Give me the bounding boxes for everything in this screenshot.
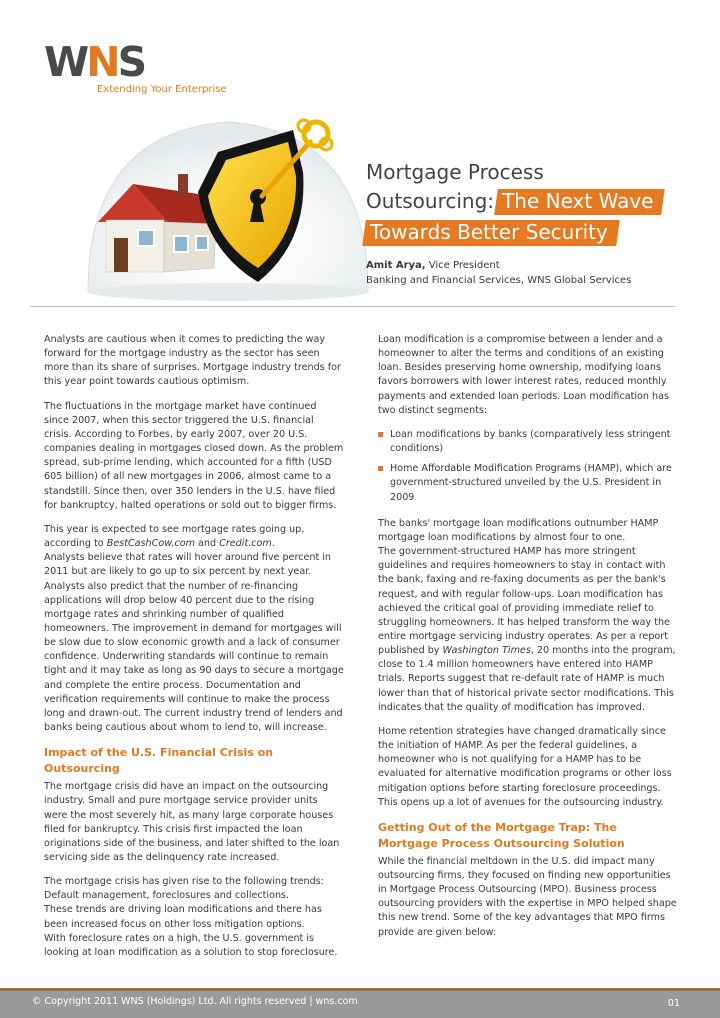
wns-logo [44,38,227,95]
source-bestcashcow: BestCashCow.com [106,538,195,550]
logo-letter-s: S [117,38,145,86]
paragraph: The mortgage crisis has given rise to the following trends: [44,876,324,888]
left-column [44,333,344,960]
paragraph: The banks' mortgage loan modifications outnumber HAMP mortgage loan modifications by almost four to one. [378,517,659,543]
list-item: Loan modifications by banks (comparatively less stringent conditions) [378,428,678,456]
paragraph: Home retention strategies have changed dramatically since the initiation of HAMP. As per the federal guidelines, a homeowner who is not qualifying for a HAMP has to be evaluated for alternative modification programs or other loss mitigation options before starting foreclosure proceedings. This opens up a lot of avenues for the outsourcing industry. [378,725,672,808]
page-footer [0,988,720,1018]
paragraph: This year is expected to see mortgage rates going up, according to BestCashCow.com and Credit.com. [44,523,305,550]
paragraph: The government-structured HAMP has more stringent guidelines and requires homeowners to stay in contact with the bank, faxing and re-faxing documents as per the bank's request, and with regular follow-ups. Loan modification has achieved the critical goal of providing immediate relief to struggling homeowners. It has helped transform the way the entire mortgage servicing industry operates. As per a report published by Washington Times, 20 months into the program, close to 1.4 million homeowners have entered into HAMP trials. Reports suggest that re-default rate of HAMP is much lower than that of historical private sector modifications. This indicates that the quality of modification has improved. [378,546,676,713]
bullet-icon [378,466,383,471]
bullet-icon [378,432,383,437]
section-heading: Getting Out of the Mortgage Trap: The Mortgage Process Outsourcing Solution [378,820,625,850]
paragraph: Loan modification is a compromise between a lender and a homeowner to alter the terms and conditions of an existing loan. Besides preserving home ownership, modifying loans favors borrowers with lower interest rates, reduced monthly payments and extended loan periods. Loan modification has two distinct segments: [378,334,669,416]
header-divider [30,306,675,307]
title-highlight-1-text: The Next Wave [502,189,654,213]
section-heading: Impact of the U.S. Financial Crisis on Outsourcing [44,746,274,776]
footer-copyright: © Copyright 2011 WNS (Holdings) Ltd. All rights reserved | wns.com [32,996,358,1007]
source-credit: Credit.com [219,538,272,550]
author-role: Vice President [425,260,500,271]
paragraph: Analysts are cautious when it comes to predicting the way forward for the mortgage industry as the sector has seen more than its share of surprises. Mortgage industry trends for this year point towards cautious optimism. [44,334,341,388]
title-plain: Outsourcing: [366,189,495,213]
logo-tagline: Extending Your Enterprise [97,84,227,95]
logo-letter-w: W [44,38,87,86]
title-line-2 [366,187,686,216]
paragraph: These trends are driving loan modifications and there has been increased focus on other loss mitigation options. [44,904,322,930]
paragraph: Analysts believe that rates will hover around five percent in 2011 but are likely to go up to six percent by next year. Analysts also predict that the number of re-financing applications will drop below 40 percent due to the rising mortgage rates and shrinking number of qualified homeowners. The improvement in demand for mortgages will be slow due to slow economic growth and a lack of consumer confidence. Underwriting standards will continue to remain tight and it may take as long as 90 days to secure a mortgage and complete the entire process. Documentation and verification requirements will continue to make the process long and drawn-out. The current industry trend of lenders and banks being cautious about whom to lend to, will increase. [44,552,344,734]
hero-illustration [78,112,378,302]
title-highlight-2 [362,220,619,246]
list-item: Home Affordable Modification Programs (HAMP), which are government-structured unveiled by the U.S. President in 2009 [378,462,678,504]
segment-list [378,428,678,505]
right-column [378,333,678,950]
page-number: 01 [667,998,680,1009]
title-highlight-2-text: Towards Better Security [370,220,608,244]
paragraph: The mortgage crisis did have an impact on the outsourcing industry. Small and pure mortgage service provider units were the most severely hit, as many large corporate houses filed for bankruptcy. This crisis first impacted the loan originations side of the business, and later shifted to the loan servicing side as the delinquency rate increased. [44,781,340,863]
author-block [366,258,631,288]
title-line-1: Mortgage Process [366,160,544,184]
author-name: Amit Arya, [366,260,426,271]
hero-svg [78,112,378,302]
title-highlight-1 [494,189,665,215]
article-title [366,158,686,247]
paragraph: The fluctuations in the mortgage market have continued since 2007, when this sector triggered the U.S. financial crisis. According to Forbes, by early 2007, over 20 U.S. companies dealing in mortgages closed down. As the problem spread, sub-prime lending, which accounted for a fifth (USD 605 billion) of all new mortgages in 2006, almost came to a standstill. Since then, over 350 lenders in the U.S. have filed for bankruptcy, halted operations or sold out to bigger firms. [44,400,344,511]
logo-wordmark [44,38,227,86]
paragraph: While the financial meltdown in the U.S. did impact many outsourcing firms, they focused on finding new opportunities in Mortgage Process Outsourcing (MPO). Business process outsourcing providers with the expertise in MPO helped shape this new trend. Some of the key advantages that MPO firms provide are given below: [378,855,677,938]
title-line-3 [362,218,686,247]
source-washington-times: Washington Times [442,645,531,657]
author-org: Banking and Financial Services, WNS Global Services [366,275,632,286]
paragraph: With foreclosure rates on a high, the U.S. government is looking at loan modification as a solution to stop foreclosure. [44,932,338,958]
paragraph: Default management, foreclosures and collections. [44,890,290,902]
logo-letter-n: N [86,38,118,86]
dome-base [88,283,368,301]
